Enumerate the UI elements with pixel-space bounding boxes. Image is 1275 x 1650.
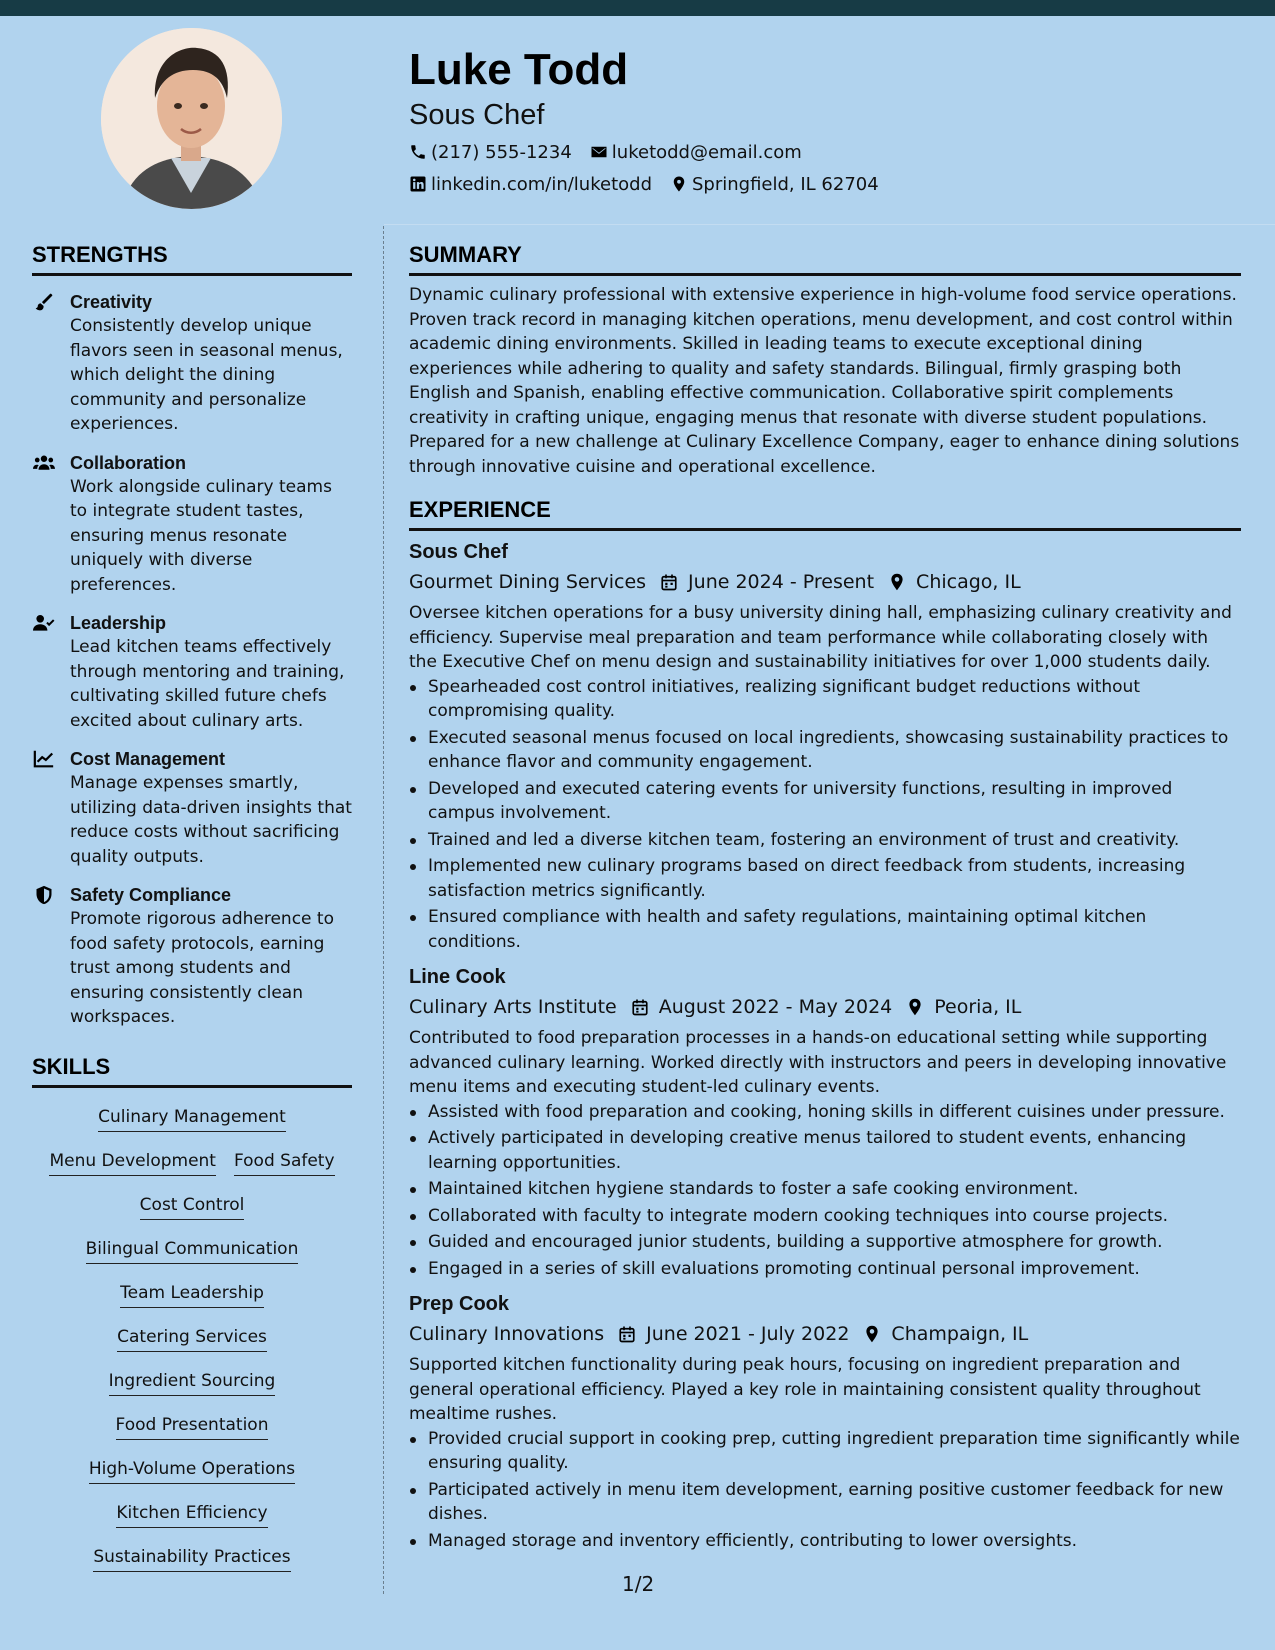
bullet-item: Engaged in a series of skill evaluations promoting continual personal improvement. bbox=[409, 1257, 1241, 1282]
skill-tag: Kitchen Efficiency bbox=[116, 1501, 267, 1528]
map-pin-icon bbox=[906, 998, 924, 1016]
page-number: 1/2 bbox=[622, 1572, 655, 1596]
bullet-item: Assisted with food preparation and cooking, honing skills in different cuisines under pressure. bbox=[409, 1100, 1241, 1125]
linkedin-text: linkedin.com/in/luketodd bbox=[431, 173, 652, 195]
strength-item bbox=[32, 451, 352, 598]
shield-icon bbox=[33, 885, 55, 905]
bullet-item: Collaborated with faculty to integrate modern cooking techniques into course projects. bbox=[409, 1204, 1241, 1229]
linkedin-icon bbox=[409, 175, 427, 193]
job-description: Supported kitchen functionality during peak hours, focusing on ingredient preparation and general operational efficiency. Played a key role in maintaining consistent quality throughout mealtime rushes. bbox=[409, 1355, 1201, 1424]
job-dates: June 2021 - July 2022 bbox=[646, 1323, 850, 1345]
job-bullets bbox=[409, 675, 1241, 955]
bullet-item: Trained and led a diverse kitchen team, fostering an environment of trust and creativity. bbox=[409, 828, 1241, 853]
bullet-item: Actively participated in developing creative menus tailored to student events, enhancing learning opportunities. bbox=[409, 1126, 1241, 1175]
job-entry bbox=[409, 539, 1241, 954]
strength-desc: Lead kitchen teams effectively through mentoring and training, cultivating skilled future chefs excited about culinary arts. bbox=[70, 637, 345, 731]
strength-title: Safety Compliance bbox=[70, 885, 232, 905]
skill-tag: Culinary Management bbox=[98, 1105, 286, 1132]
skill-tag: Bilingual Communication bbox=[86, 1237, 299, 1264]
skill-tag: Menu Development bbox=[49, 1149, 216, 1176]
job-dates: August 2022 - May 2024 bbox=[658, 996, 893, 1018]
header-divider bbox=[384, 224, 1275, 225]
job-location: Peoria, IL bbox=[934, 996, 1022, 1018]
location bbox=[670, 174, 879, 195]
bullet-item: Spearheaded cost control initiatives, realizing significant budget reductions without compromising quality. bbox=[409, 675, 1241, 724]
skills-rule bbox=[32, 1085, 352, 1088]
skill-tag: Catering Services bbox=[117, 1325, 267, 1352]
top-accent-bar bbox=[0, 0, 1275, 16]
job-meta bbox=[409, 567, 1241, 597]
job-company: Culinary Innovations bbox=[409, 1323, 605, 1345]
job-location: Champaign, IL bbox=[891, 1323, 1029, 1345]
candidate-title: Sous Chef bbox=[409, 99, 545, 131]
contact-row-2 bbox=[409, 172, 879, 196]
contact-row-1 bbox=[409, 140, 879, 164]
map-pin-icon bbox=[888, 573, 906, 591]
header bbox=[409, 40, 879, 196]
skill-tag: High-Volume Operations bbox=[89, 1457, 295, 1484]
bullet-item: Participated actively in menu item development, earning positive customer feedback for new dishes. bbox=[409, 1478, 1241, 1527]
paintbrush-icon bbox=[33, 292, 55, 312]
linkedin[interactable] bbox=[409, 174, 652, 195]
strength-item bbox=[32, 747, 352, 869]
job-description: Oversee kitchen operations for a busy university dining hall, emphasizing culinary creativity and efficiency. Supervise meal preparation and team performance while collaborating closely with the Executive Chef on menu design and sustainability initiatives for over 1,000 students daily. bbox=[409, 603, 1232, 672]
strength-title: Cost Management bbox=[70, 749, 226, 769]
map-pin-icon bbox=[863, 1325, 881, 1343]
skill-tag: Team Leadership bbox=[120, 1281, 264, 1308]
candidate-name: Luke Todd bbox=[409, 45, 629, 94]
bullet-item: Developed and executed catering events for university functions, resulting in improved campus involvement. bbox=[409, 777, 1241, 826]
job-entry bbox=[409, 964, 1241, 1281]
left-column bbox=[32, 242, 352, 1580]
job-meta bbox=[409, 992, 1241, 1022]
experience-rule bbox=[409, 528, 1241, 531]
location-text: Springfield, IL 62704 bbox=[692, 173, 879, 195]
calendar-icon bbox=[618, 1325, 636, 1343]
job-bullets bbox=[409, 1100, 1241, 1282]
skill-tag: Sustainability Practices bbox=[93, 1545, 290, 1572]
strengths-rule bbox=[32, 273, 352, 276]
skill-tag: Food Presentation bbox=[116, 1413, 269, 1440]
calendar-icon bbox=[631, 998, 649, 1016]
strength-item bbox=[32, 290, 352, 437]
column-divider bbox=[383, 226, 384, 1594]
bullet-item: Implemented new culinary programs based on direct feedback from students, increasing satisfaction metrics significantly. bbox=[409, 854, 1241, 903]
strength-desc: Consistently develop unique flavors seen in seasonal menus, which delight the dining community and personalize experiences. bbox=[70, 316, 343, 434]
avatar bbox=[101, 28, 282, 209]
job-description: Contributed to food preparation processes in a hands-on educational setting while supporting advanced culinary learning. Worked directly with instructors and peers in developing innovative menu items and executing student-led culinary events. bbox=[409, 1028, 1227, 1097]
summary-text: Dynamic culinary professional with extensive experience in high-volume food service operations. Proven track record in managing kitchen operations, menu development, and cost control within academic dining environments. Skilled in leading teams to execute exceptional dining experiences while adhering to quality and safety standards. Bilingual, firmly grasping both English and Spanish, enabling effective communication. Collaborative spirit complements creativity in crafting unique, engaging menus that resonate with diverse student populations. Prepared for a new challenge at Culinary Excellence Company, eager to enhance dining solutions through innovative cuisine and operational excellence. bbox=[409, 285, 1240, 477]
skills-list bbox=[32, 1096, 352, 1580]
strength-desc: Work alongside culinary teams to integrate student tastes, ensuring menus resonate uniquely with diverse preferences. bbox=[70, 476, 332, 595]
phone[interactable] bbox=[409, 142, 572, 163]
skill-tag: Cost Control bbox=[140, 1193, 245, 1220]
experience-heading: EXPERIENCE bbox=[409, 497, 551, 522]
job-location: Chicago, IL bbox=[916, 571, 1021, 593]
job-title: Sous Chef bbox=[409, 541, 508, 563]
strength-item bbox=[32, 611, 352, 733]
summary-rule bbox=[409, 273, 1241, 276]
job-company: Culinary Arts Institute bbox=[409, 996, 617, 1018]
strength-title: Leadership bbox=[70, 613, 167, 633]
bullet-item: Executed seasonal menus focused on local ingredients, showcasing sustainability practices to enhance flavor and community engagement. bbox=[409, 726, 1241, 775]
calendar-icon bbox=[660, 573, 678, 591]
job-title: Line Cook bbox=[409, 966, 506, 988]
job-bullets bbox=[409, 1427, 1241, 1554]
job-meta bbox=[409, 1319, 1241, 1349]
users-icon bbox=[33, 453, 55, 473]
summary-heading: SUMMARY bbox=[409, 242, 522, 267]
strengths-heading: STRENGTHS bbox=[32, 242, 168, 267]
phone-text: (217) 555-1234 bbox=[431, 141, 572, 163]
bullet-item: Managed storage and inventory efficiently, contributing to lower oversights. bbox=[409, 1529, 1241, 1554]
strength-title: Collaboration bbox=[70, 452, 186, 473]
map-pin-icon bbox=[670, 175, 688, 193]
bullet-item: Provided crucial support in cooking prep, cutting ingredient preparation time significantly while ensuring quality. bbox=[409, 1427, 1241, 1476]
user-check-icon bbox=[33, 613, 55, 633]
skill-tag: Food Safety bbox=[234, 1149, 335, 1176]
skill-tag: Ingredient Sourcing bbox=[109, 1369, 276, 1396]
job-dates: June 2024 - Present bbox=[688, 571, 875, 593]
bullet-item: Ensured compliance with health and safety regulations, maintaining optimal kitchen conditions. bbox=[409, 905, 1241, 954]
skills-heading: SKILLS bbox=[32, 1053, 111, 1079]
envelope-icon bbox=[590, 143, 608, 161]
phone-icon bbox=[409, 143, 427, 161]
bullet-item: Guided and encouraged junior students, building a supportive atmosphere for growth. bbox=[409, 1230, 1241, 1255]
strength-desc: Promote rigorous adherence to food safety protocols, earning trust among students and ensuring consistently clean workspaces. bbox=[70, 909, 334, 1027]
bullet-item: Maintained kitchen hygiene standards to foster a safe cooking environment. bbox=[409, 1177, 1241, 1202]
email-text: luketodd@email.com bbox=[611, 141, 802, 163]
strength-title: Creativity bbox=[70, 292, 153, 312]
job-title: Prep Cook bbox=[409, 1293, 510, 1315]
strength-desc: Manage expenses smartly, utilizing data-driven insights that reduce costs without sacrificing quality outputs. bbox=[70, 773, 352, 867]
right-column bbox=[409, 242, 1241, 1555]
strength-item bbox=[32, 883, 352, 1030]
job-company: Gourmet Dining Services bbox=[409, 571, 647, 593]
email[interactable] bbox=[590, 142, 802, 163]
chart-line-icon bbox=[33, 749, 55, 769]
job-entry bbox=[409, 1291, 1241, 1553]
